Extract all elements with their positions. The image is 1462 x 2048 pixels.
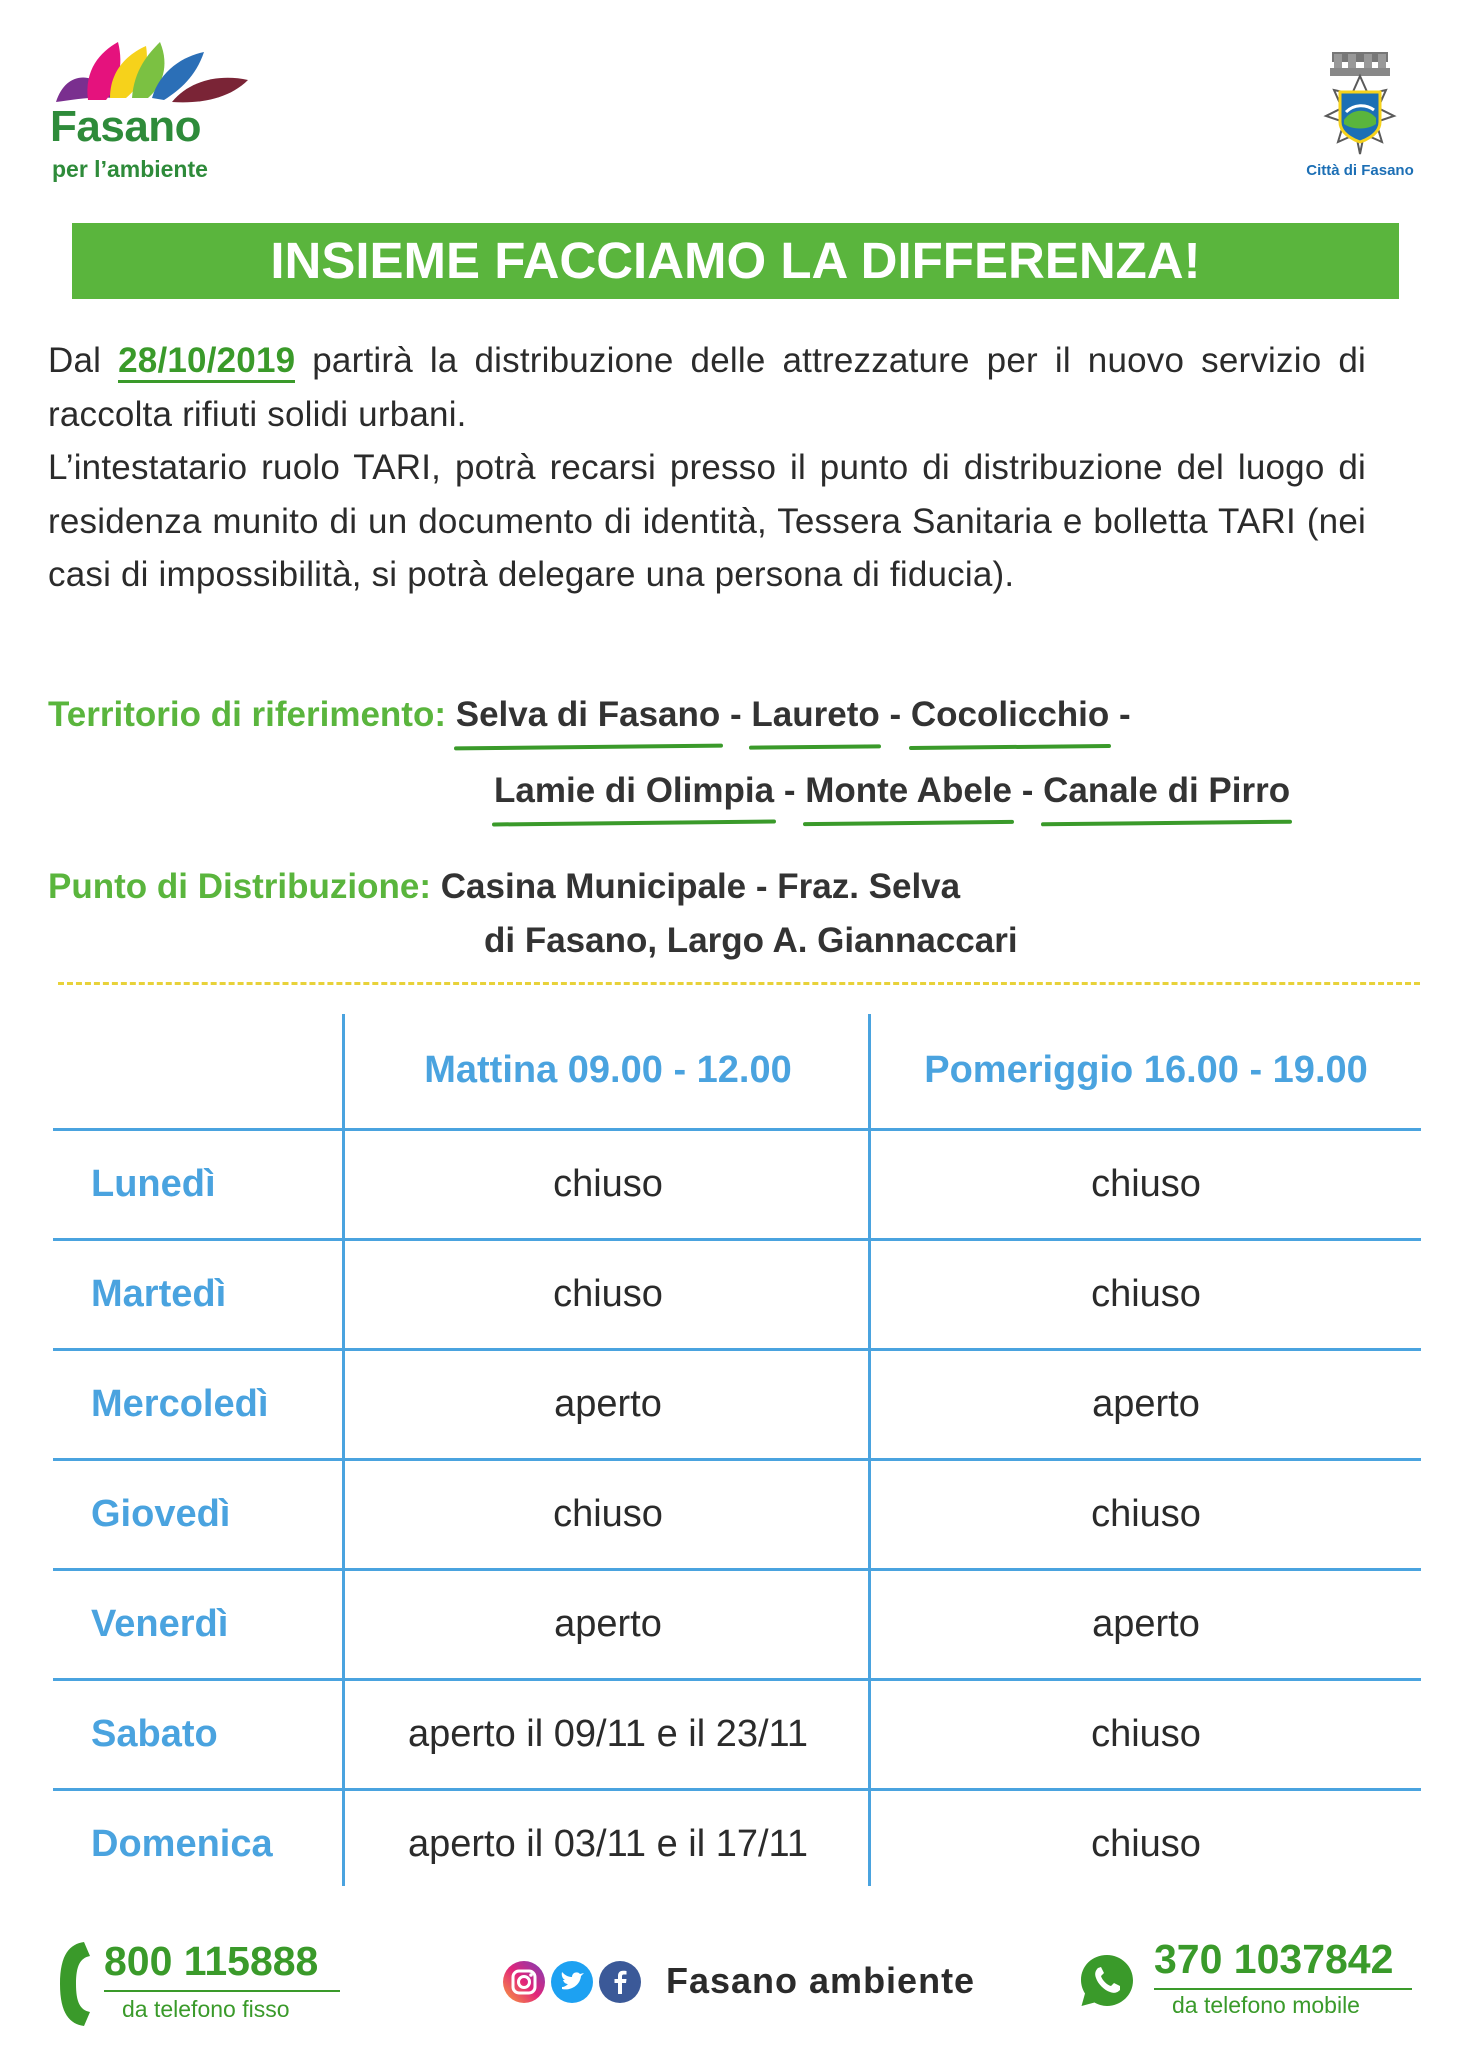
mobile-number[interactable]: 370 1037842 <box>1154 1936 1394 1982</box>
territory-row-2 <box>494 771 1290 811</box>
place-separator: - <box>1021 771 1034 810</box>
place-monte-abele: Monte Abele <box>805 771 1012 810</box>
header-morning: Mattina 09.00 - 12.00 <box>424 1049 792 1091</box>
footer <box>0 1920 1462 2030</box>
social-handle[interactable]: Fasano ambiente <box>666 1960 976 2001</box>
place-separator: - <box>730 695 742 734</box>
headline-banner: INSIEME FACCIAMO LA DIFFERENZA! <box>72 223 1399 299</box>
fasano-ambiente-logo <box>48 40 288 190</box>
afternoon-status: chiuso <box>1091 1713 1201 1755</box>
morning-status: aperto <box>554 1603 662 1645</box>
mobile-underline <box>1154 1988 1412 1990</box>
afternoon-status: chiuso <box>1091 1493 1201 1535</box>
table-row <box>53 1681 1421 1791</box>
brand-name: Fasano <box>50 102 202 151</box>
instagram-icon[interactable] <box>502 1960 546 2004</box>
table-row <box>53 1241 1421 1351</box>
intro-prefix: Dal <box>48 341 102 380</box>
landline-underline <box>104 1990 340 1992</box>
landline-label: da telefono fisso <box>122 1996 290 2022</box>
header-afternoon: Pomeriggio 16.00 - 19.00 <box>924 1049 1368 1091</box>
distribution-address-2: di Fasano, Largo A. Giannaccari <box>484 921 1018 960</box>
distribution-line-1 <box>48 860 1018 914</box>
dashed-divider <box>58 982 1420 985</box>
landline-number[interactable]: 800 115888 <box>104 1938 319 1984</box>
place-canale-di-pirro: Canale di Pirro <box>1043 771 1291 810</box>
place-selva-di-fasano: Selva di Fasano <box>455 695 721 734</box>
intro-text <box>48 334 1366 602</box>
distribution-label: Punto di Distribuzione <box>48 867 420 906</box>
place-separator: - <box>889 695 902 734</box>
intro-paragraph-2: L’intestatario ruolo TARI, potrà recarsi presso il punto di distribuzione del luogo di residenza munito di un documento di identità, Tessera Sanitaria e bolletta TARI (nei casi di impossibilità, si potrà delegare una persona di fiducia). <box>48 448 1366 594</box>
city-name: Città di Fasano <box>1306 162 1414 179</box>
day-label: Giovedì <box>91 1493 231 1535</box>
schedule-table <box>53 1014 1421 1886</box>
label-colon: : <box>419 867 432 906</box>
intro-paragraph-1 <box>48 334 1366 441</box>
territory-label: Territorio di riferimento <box>48 695 435 734</box>
day-label: Domenica <box>91 1823 273 1865</box>
day-label: Mercoledì <box>91 1383 269 1425</box>
brand-tagline: per l’ambiente <box>52 156 208 182</box>
place-lamie-di-olimpia: Lamie di Olimpia <box>494 771 775 810</box>
morning-status: aperto il 03/11 e il 17/11 <box>408 1823 808 1865</box>
place-separator: - <box>1119 695 1131 734</box>
day-label: Martedì <box>91 1273 227 1315</box>
table-row <box>53 1461 1421 1571</box>
place-cocolicchio: Cocolicchio <box>910 695 1110 734</box>
place-laureto: Laureto <box>751 695 880 734</box>
afternoon-status: aperto <box>1092 1603 1200 1645</box>
table-row <box>53 1131 1421 1241</box>
morning-status: aperto <box>554 1383 662 1425</box>
table-row <box>53 1351 1421 1461</box>
morning-status: aperto il 09/11 e il 23/11 <box>408 1713 808 1755</box>
afternoon-status: chiuso <box>1091 1273 1201 1315</box>
facebook-icon[interactable] <box>598 1960 642 2004</box>
afternoon-status: aperto <box>1092 1383 1200 1425</box>
whatsapp-icon[interactable] <box>1078 1952 1136 2010</box>
mobile-label: da telefono mobile <box>1172 1992 1360 2018</box>
morning-status: chiuso <box>553 1163 663 1205</box>
intro-suffix: partirà la distribuzione delle attrezzature per il nuovo servizio di raccolta rifiuti solidi urbani. <box>48 341 1366 434</box>
city-logo <box>1290 50 1430 185</box>
label-colon: : <box>434 695 446 734</box>
city-crest-icon <box>1290 50 1430 160</box>
day-label: Lunedì <box>91 1163 216 1205</box>
afternoon-status: chiuso <box>1091 1163 1201 1205</box>
start-date: 28/10/2019 <box>118 341 295 383</box>
day-label: Venerdì <box>91 1603 229 1645</box>
table-row <box>53 1571 1421 1681</box>
twitter-icon[interactable] <box>550 1960 594 2004</box>
afternoon-status: chiuso <box>1091 1823 1201 1865</box>
place-separator: - <box>783 771 796 810</box>
phone-icon <box>54 1940 94 2028</box>
distribution-address-1: Casina Municipale - Fraz. Selva <box>440 867 961 906</box>
table-row <box>53 1791 1421 1901</box>
territory-row-1 <box>48 695 1131 735</box>
morning-status: chiuso <box>553 1273 663 1315</box>
distribution-section <box>48 860 1018 968</box>
morning-status: chiuso <box>553 1493 663 1535</box>
day-label: Sabato <box>91 1713 218 1755</box>
